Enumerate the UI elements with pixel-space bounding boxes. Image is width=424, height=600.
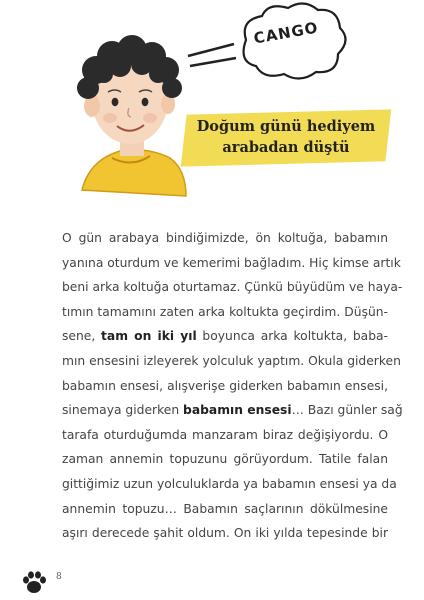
text-segment: babamın ensesi, alışverişe giderken babamın ensesi, [62, 378, 388, 393]
text-segment: zaman annemin topuzunu görüyordum. Tatile falan [62, 452, 388, 467]
boy-illustration [0, 0, 424, 200]
text-line [62, 324, 388, 349]
text-line [62, 497, 388, 522]
text-line [62, 447, 388, 472]
chapter-title-line-1: Doğum günü hediyem [196, 118, 376, 135]
page-number: 8 [56, 572, 62, 582]
text-line [62, 300, 388, 325]
text-segment: yanına oturdum ve kemerimi bağladım. Hiç kimse artık [62, 255, 401, 270]
chapter-title [184, 116, 388, 158]
paw-print-icon [20, 570, 50, 596]
bold-phrase: babamın ensesi [183, 403, 292, 418]
text-segment: tarafa oturduğumda manzaram biraz değişiyordu. O [62, 427, 388, 442]
text-segment: O gün arabaya bindiğimizde, ön koltuğa, babamın [62, 231, 388, 245]
text-segment: aşırı derecede şahit oldum. On iki yılda tepesinde bir [62, 526, 388, 541]
text-segment: … Bazı günler sağ [291, 403, 403, 418]
text-segment: beni arka koltuğa oturtamaz. Çünkü büyüdüm ve haya- [62, 280, 403, 295]
text-line [62, 423, 388, 448]
text-line [62, 521, 388, 546]
chapter-title-line-2: arabadan düştü [222, 139, 350, 156]
text-segment: annemin topuzu… Babamın saçlarının dökülmesine [62, 501, 388, 516]
page-footer [20, 570, 80, 596]
text-line [62, 472, 397, 497]
text-segment: tımın tamamını zaten arka koltukta geçirdim. Düşün- [62, 304, 388, 319]
text-line [62, 374, 388, 399]
text-segment: mın ensesini izleyerek yolculuk yaptım. Okula giderken [62, 353, 401, 368]
text-segment: gittiğimiz uzun yolculuklarda ya babamın ensesi ya da [62, 476, 397, 491]
bold-phrase: tam on iki yıl [101, 329, 197, 344]
text-line [62, 398, 403, 423]
body-text [62, 226, 403, 546]
text-segment: sene, [62, 329, 102, 344]
text-segment: boyunca arka koltukta, baba- [196, 329, 388, 344]
text-segment: sinemaya giderken [62, 403, 184, 418]
chapter-title-banner [184, 108, 388, 168]
text-line [62, 226, 388, 251]
text-line [62, 349, 401, 374]
text-line [62, 251, 401, 276]
cango-logo-text: CANGO [252, 18, 320, 48]
text-line [62, 275, 403, 300]
